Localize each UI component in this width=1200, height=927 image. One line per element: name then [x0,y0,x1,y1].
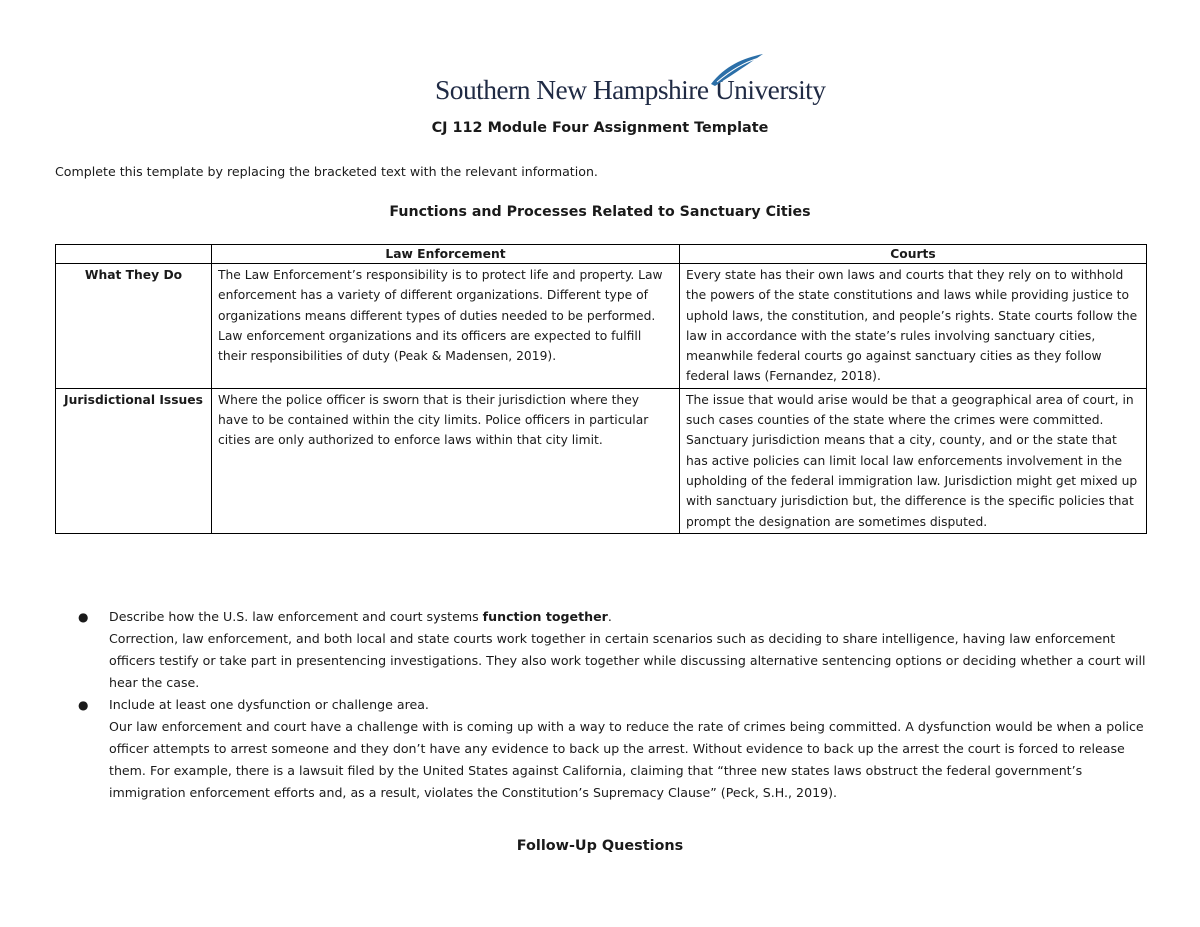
bullet-list [78,606,1158,804]
bullet-answer: Our law enforcement and court have a challenge with is coming up with a way to reduce the rate of crimes being committed. A dysfunction would be when a police officer attempts to arrest someone and they don’t have any evidence to back up the arrest. Without evidence to back up the arrest the court is forced to release them. For example, there is a lawsuit filed by the United States against California, claiming that “three new states laws obstruct the federal government’s immigration enforcement efforts and, as a result, violates the Constitution’s Supremacy Clause” (Peck, S.H., 2019). [109,719,1144,800]
bullet-answer: Correction, law enforcement, and both local and state courts work together in certain scenarios such as deciding to share intelligence, having law enforcement officers testify or take part in presentencing investigations. They also work together while discussing alternative sentencing options or deciding whether a court will hear the case. [109,631,1146,690]
table-header-row [56,245,1147,264]
column-header [56,245,212,264]
table-cell: Every state has their own laws and courts that they rely on to withhold the powers of the state constitutions and laws while providing justice to uphold laws, the constitution, and people’s rights. State courts follow the law in accordance with the state’s rules involving sanctuary cities, meanwhile federal courts go against sanctuary cities as they follow federal laws (Fernandez, 2018). [680,264,1147,389]
document-title: CJ 112 Module Four Assignment Template [431,120,769,136]
functions-table [55,244,1147,534]
leaf-logo-icon [705,52,765,88]
bullet-icon: ● [78,698,89,712]
university-name: Southern New Hampshire University [435,74,826,105]
instructions-text: Complete this template by replacing the bracketed text with the relevant information. [55,164,598,179]
bullet-prompt: Describe how the U.S. law enforcement and court systems function together. [109,609,612,624]
row-label: What They Do [56,264,212,389]
column-header: Law Enforcement [212,245,680,264]
table-cell: Where the police officer is sworn that is their jurisdiction where they have to be contained within the city limits. Police officers in particular cities are only authorized to enforce laws within that city limit. [212,388,680,533]
table-row [56,388,1147,533]
list-item [78,606,1158,694]
bullet-prompt: Include at least one dysfunction or challenge area. [109,697,429,712]
table-cell: The issue that would arise would be that a geographical area of court, in such cases counties of the state where the crimes were committed. Sanctuary jurisdiction means that a city, county, and or the state that has active policies can limit local law enforcements involvement in the upholding of the federal immigration law. Jurisdiction might get mixed up with sanctuary jurisdiction but, the difference is the specific policies that prompt the designation are sometimes disputed. [680,388,1147,533]
bullet-icon: ● [78,610,89,624]
row-label: Jurisdictional Issues [56,388,212,533]
column-header: Courts [680,245,1147,264]
table-cell: The Law Enforcement’s responsibility is to protect life and property. Law enforcement has a variety of different organizations. Different type of organizations means different types of duties needed to be performed. Law enforcement organizations and its officers are expected to fulfill their responsibilities of duty (Peak & Madensen, 2019). [212,264,680,389]
followup-heading: Follow-Up Questions [516,838,684,854]
section-title: Functions and Processes Related to Sanctuary Cities [389,204,811,220]
table-row [56,264,1147,389]
university-logo [435,52,826,106]
list-item [78,694,1158,804]
